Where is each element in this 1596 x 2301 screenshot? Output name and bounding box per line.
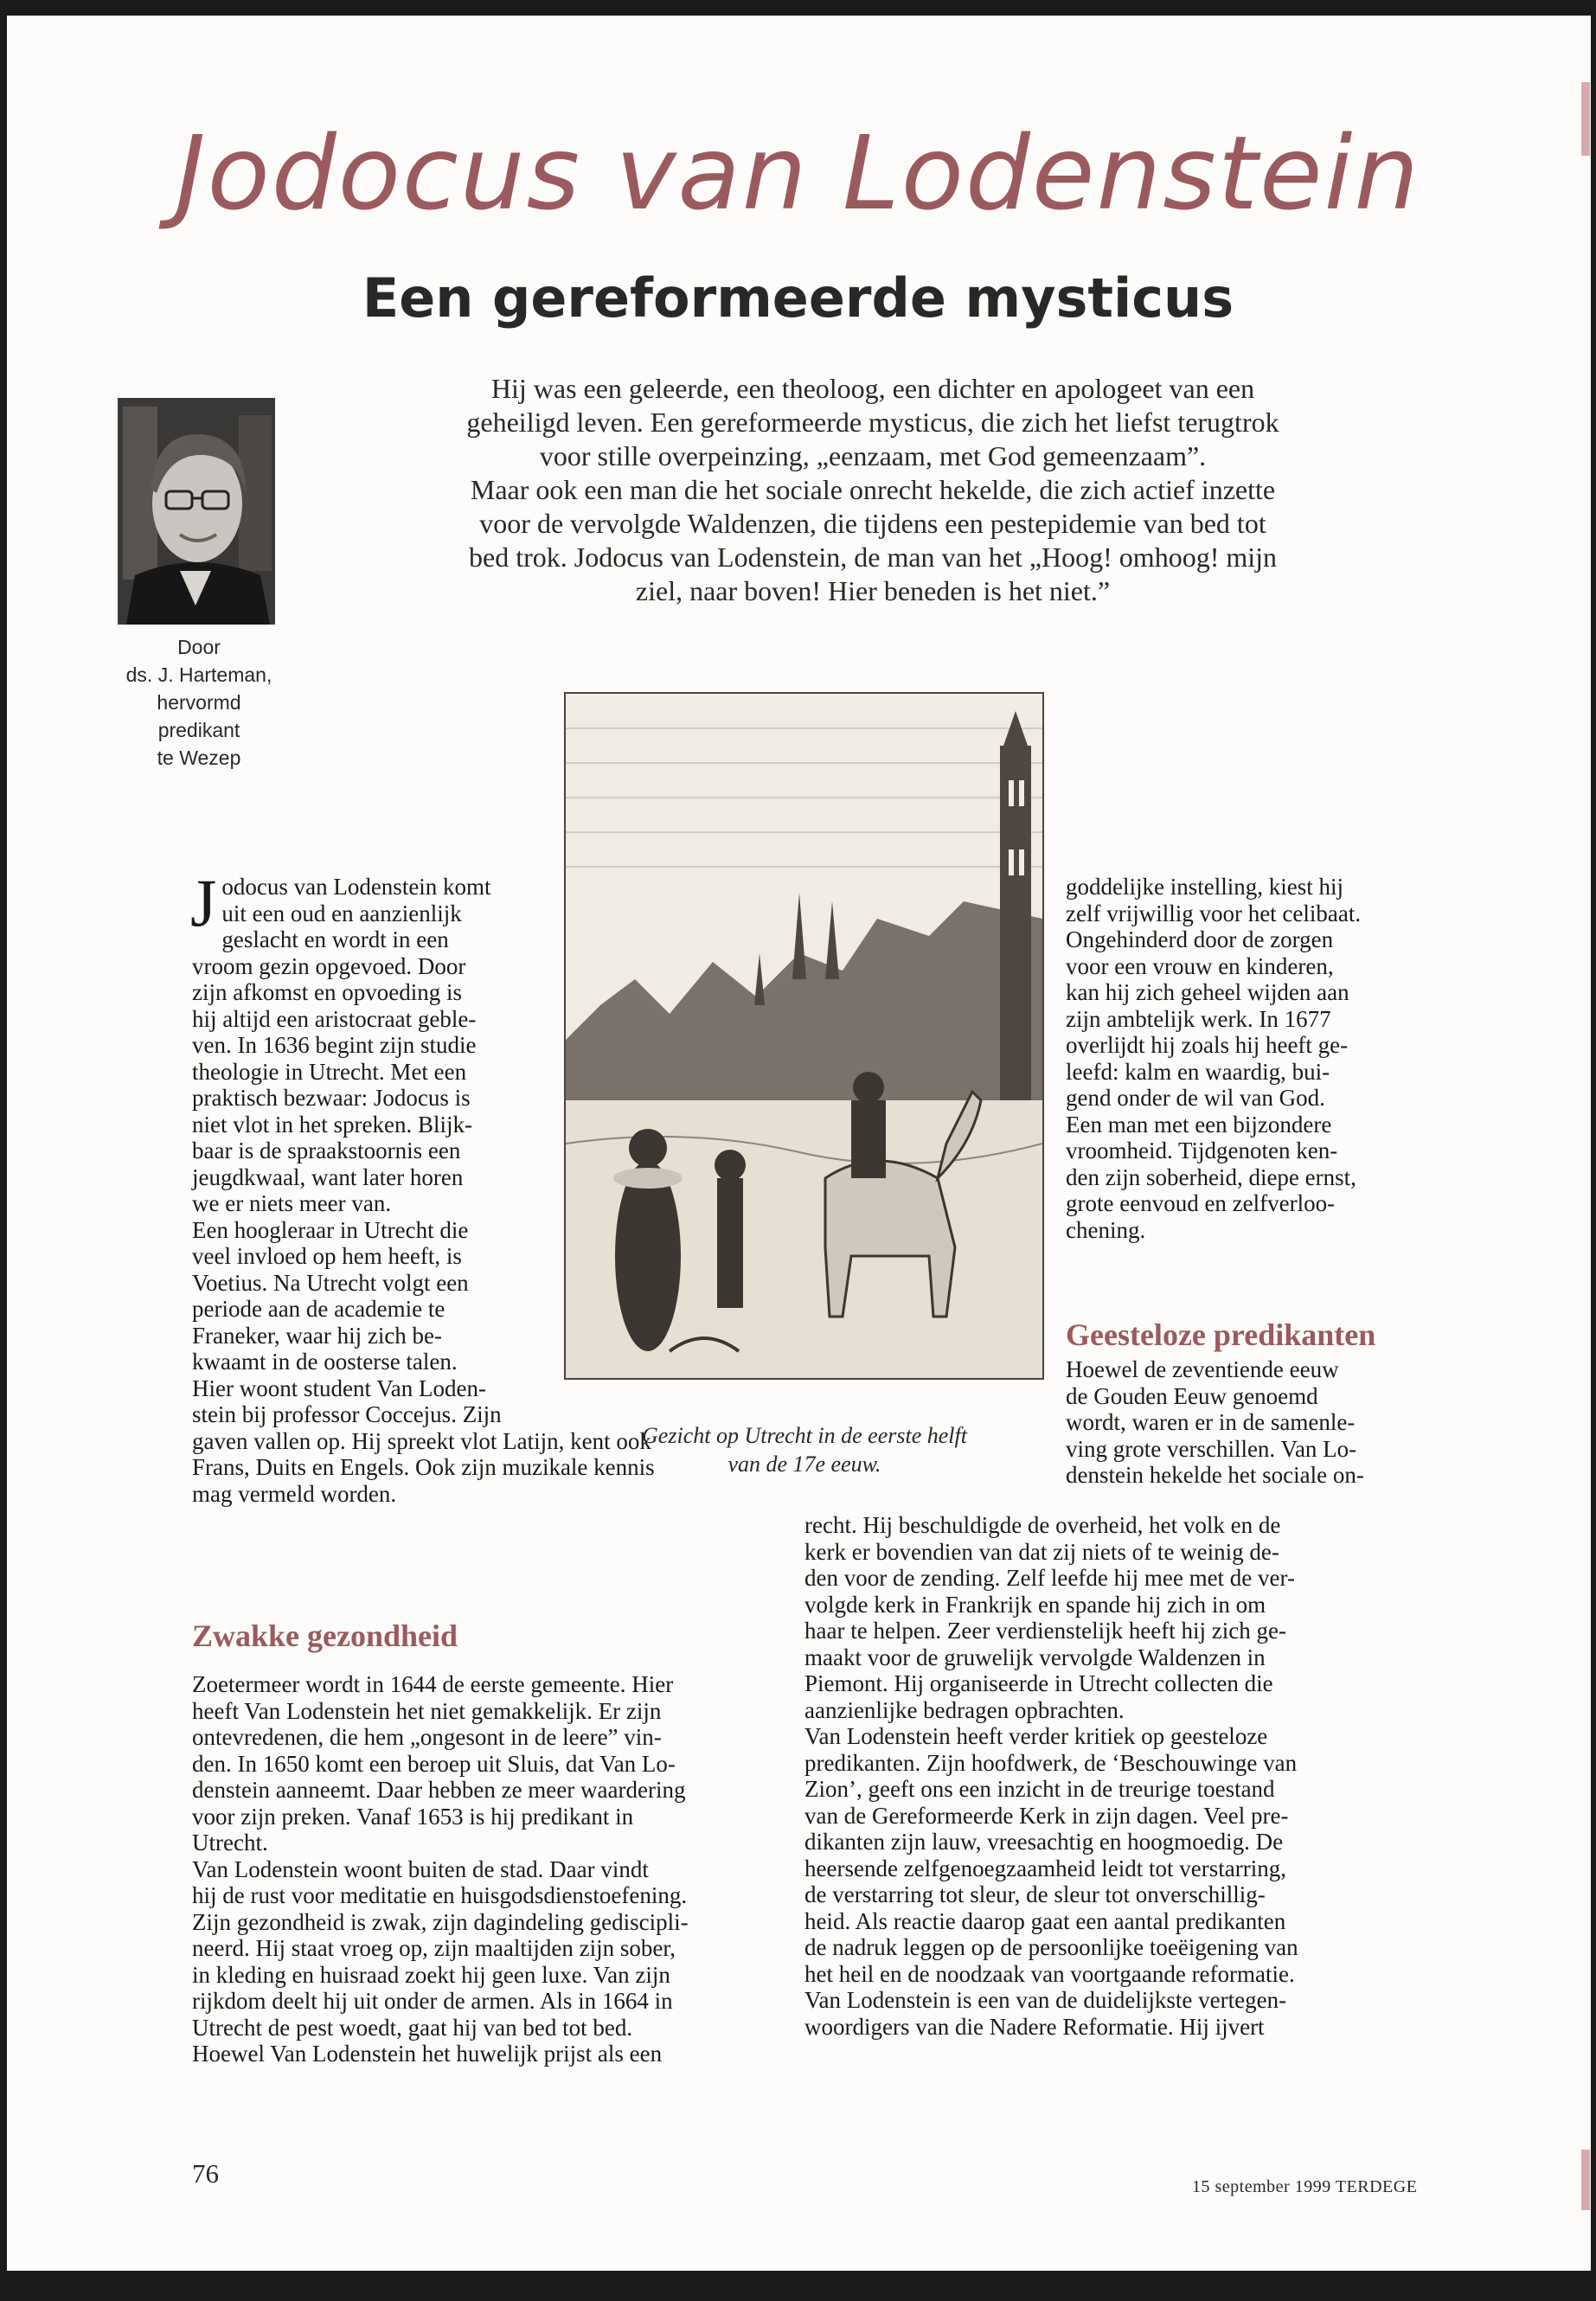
intro-line: Maar ook een man die het sociale onrecht hekelde, die zich actief inzette xyxy=(470,474,1276,505)
body-line: gend onder de wil van God. xyxy=(1066,1085,1325,1111)
body-line: veel invloed op hem heeft, is xyxy=(192,1243,462,1269)
intro-line: voor stille overpeinzing, „eenzaam, met God gemeenzaam”. xyxy=(539,440,1207,471)
author-portrait xyxy=(118,398,275,625)
body-line: recht. Hij beschuldigde de overheid, het volk en de xyxy=(804,1512,1281,1538)
body-line: niet vlot in het spreken. Blijk- xyxy=(192,1111,472,1138)
byline-line: Door xyxy=(177,636,221,658)
page-frame-left xyxy=(0,0,7,2301)
body-line: leefd: kalm en waardig, bui- xyxy=(1066,1058,1330,1085)
body-line: den voor de zending. Zelf leefde hij mee met de ver- xyxy=(804,1565,1295,1591)
body-line: ven. In 1636 begint zijn studie xyxy=(192,1032,477,1058)
body-column-right-top xyxy=(1066,874,1361,1243)
body-line: dikanten zijn lauw, vreesachtig en hoogmoedig. De xyxy=(804,1829,1284,1855)
body-line: aanzienlijke bedragen opbrachten. xyxy=(804,1696,1125,1723)
body-line: odocus van Lodenstein komt xyxy=(221,874,491,900)
body-line: uit een oud en aanzienlijk xyxy=(221,900,462,926)
body-line: van de Gereformeerde Kerk in zijn dagen. Veel pre- xyxy=(804,1802,1289,1829)
body-line: Ongehinderd door de zorgen xyxy=(1066,926,1334,952)
body-line: Zion’, geeft ons een inzicht in de treurige toestand xyxy=(804,1776,1275,1802)
body-line: denstein aanneemt. Daar hebben ze meer waardering xyxy=(192,1777,686,1803)
body-line: Van Lodenstein woont buiten de stad. Daar vindt xyxy=(192,1856,649,1882)
body-line: voor een vrouw en kinderen, xyxy=(1066,952,1334,979)
article-title: Jodocus van Lodenstein xyxy=(175,113,1421,233)
subheading-zwakke-gezondheid: Zwakke gezondheid xyxy=(192,1618,458,1653)
byline-line: ds. J. Harteman, xyxy=(125,663,272,686)
body-line: heid. Als reactie daarop gaat een aantal predikanten xyxy=(804,1907,1286,1934)
body-line: den zijn soberheid, diepe ernst, xyxy=(1066,1163,1356,1190)
body-line: voor zijn preken. Vanaf 1653 is hij predikant in xyxy=(192,1803,634,1830)
page-frame-right xyxy=(1591,0,1596,2301)
author-byline xyxy=(112,633,285,772)
drop-cap: J xyxy=(190,865,217,940)
byline-line: hervormd xyxy=(157,691,241,714)
subheading-block-1 xyxy=(192,1618,458,1654)
intro-line: ziel, naar boven! Hier beneden is het niet.” xyxy=(635,575,1111,606)
body-line: Piemont. Hij organiseerde in Utrecht collecten die xyxy=(804,1670,1273,1696)
intro-line: bed trok. Jodocus van Lodenstein, de man van het „Hoog! omhoog! mijn xyxy=(468,542,1278,573)
body-line: Van Lodenstein heeft verder kritiek op geesteloze xyxy=(804,1723,1268,1749)
body-line: baar is de spraakstoornis een xyxy=(192,1138,461,1163)
body-line: haar te helpen. Zeer verdienstelijk heeft hij zich ge- xyxy=(804,1618,1286,1644)
page-number: 76 xyxy=(192,2158,219,2189)
body-line: volgde kerk in Frankrijk en spande hij zich in om xyxy=(804,1591,1266,1618)
body-line: Utrecht de pest woedt, gaat hij van bed tot bed. xyxy=(192,2014,633,2041)
body-line: de nadruk leggen op de persoonlijke toeëigening van xyxy=(804,1934,1298,1960)
author-portrait-image xyxy=(118,398,275,625)
body-column-right-bottom xyxy=(804,1512,1298,2040)
intro-paragraph xyxy=(330,372,1415,608)
intro-line: voor de vervolgde Waldenzen, die tijdens een pestepidemie van bed tot xyxy=(479,508,1266,539)
body-line: goddelijke instelling, kiest hij xyxy=(1066,874,1343,900)
edge-color-tab-bottom xyxy=(1581,2150,1590,2210)
body-line: zijn afkomst en opvoeding is xyxy=(192,979,462,1005)
body-line: Een man met een bijzondere xyxy=(1066,1111,1332,1138)
body-line: jeugdkwaal, want later horen xyxy=(192,1163,464,1190)
subheading-block-2 xyxy=(1066,1317,1375,1489)
body-line: mag vermeld worden. xyxy=(192,1480,397,1507)
body-line: theologie in Utrecht. Met een xyxy=(192,1058,467,1085)
body-line: vroomheid. Tijdgenoten ken- xyxy=(1066,1138,1338,1163)
subheading-geesteloze-predikanten: Geesteloze predikanten xyxy=(1066,1317,1376,1352)
body-line: geslacht en wordt in een xyxy=(221,926,449,952)
body-line: Zijn gezondheid is zwak, zijn dagindeling gedisciplі- xyxy=(192,1908,689,1935)
page-frame-bottom xyxy=(0,2271,1596,2301)
body-line: Hoewel Van Lodenstein het huwelijk prijst als een xyxy=(192,2041,663,2067)
body-column-right-mid xyxy=(1066,1356,1375,1489)
body-line: overlijdt hij zoals hij heeft ge- xyxy=(1066,1032,1349,1058)
body-line: kwaamt in de oosterse talen. xyxy=(192,1349,458,1375)
body-line: Hoewel de zeventiende eeuw xyxy=(1066,1356,1339,1382)
body-line: ontevredenen, die hem „ongesont in de leere” vin- xyxy=(192,1724,662,1750)
caption-line: Gezicht op Utrecht in de eerste helft xyxy=(642,1423,967,1448)
body-line: de Gouden Eeuw genoemd xyxy=(1066,1382,1318,1409)
page-footer: 15 september 1999 TERDEGE xyxy=(1192,2177,1418,2196)
body-line: denstein hekelde het sociale on- xyxy=(1066,1462,1364,1488)
body-line: grote eenvoud en zelfverloo- xyxy=(1066,1190,1336,1216)
body-line: Hier woont student Van Loden- xyxy=(192,1375,486,1401)
body-line: in kleding en huisraad zoekt hij geen luxe. Van zijn xyxy=(192,1961,670,1988)
body-line: hij altijd een aristocraat geble- xyxy=(192,1005,477,1032)
byline-line: te Wezep xyxy=(157,747,241,769)
body-line: zelf vrijwillig voor het celibaat. xyxy=(1066,900,1362,926)
body-column-left-bottom xyxy=(192,1671,689,2067)
body-column-left-top xyxy=(190,865,655,1507)
body-line: neerd. Hij staat vroeg op, zijn maaltijden zijn sober, xyxy=(192,1935,676,1961)
body-line: Een hoogleraar in Utrecht die xyxy=(192,1216,469,1243)
body-line: periode aan de academie te xyxy=(192,1296,445,1322)
body-line: vroom gezin opgevoed. Door xyxy=(192,952,466,979)
intro-line: geheiligd leven. Een gereformeerde mysticus, die zich het liefst terugtrok xyxy=(466,407,1279,438)
body-line: Van Lodenstein is een van de duidelijkste vertegen- xyxy=(804,1987,1287,2013)
body-line: predikanten. Zijn hoofdwerk, de ‘Beschouwinge van xyxy=(804,1749,1298,1776)
byline-line: predikant xyxy=(157,719,240,741)
body-line: de verstarring tot sleur, de sleur tot onverschillig- xyxy=(804,1881,1266,1907)
article-subtitle: Een gereformeerde mysticus xyxy=(362,266,1234,330)
intro-line: Hij was een geleerde, een theoloog, een dichter en apologeet van een xyxy=(490,373,1255,404)
body-line: Utrecht. xyxy=(192,1830,268,1856)
body-line: woordigers van die Nadere Reformatie. Hij ijvert xyxy=(804,2013,1265,2040)
body-line: zijn ambtelijk werk. In 1677 xyxy=(1066,1005,1331,1032)
body-line: Zoetermeer wordt in 1644 de eerste gemeente. Hier xyxy=(192,1671,674,1697)
page-frame-top xyxy=(0,0,1596,16)
body-line: heersende zelfgenoegzaamheid leidt tot verstarring, xyxy=(804,1855,1286,1881)
body-line: ving grote verschillen. Van Lo- xyxy=(1066,1435,1357,1462)
body-line: Frans, Duits en Engels. Ook zijn muzikale kennis xyxy=(192,1454,655,1480)
body-line: rijkdom deelt hij uit onder de armen. Als in 1664 in xyxy=(192,1988,673,2014)
body-line: chening. xyxy=(1066,1216,1146,1243)
caption-line: van de 17e eeuw. xyxy=(727,1452,881,1477)
body-line: wordt, waren er in de samenle- xyxy=(1066,1409,1356,1435)
body-line: we er niets meer van. xyxy=(192,1190,392,1216)
body-line: Voetius. Na Utrecht volgt een xyxy=(192,1269,469,1296)
body-line: den. In 1650 komt een beroep uit Sluis, dat Van Lo- xyxy=(192,1750,676,1777)
body-line: Franeker, waar hij zich be- xyxy=(192,1322,443,1349)
body-line: gaven vallen op. Hij spreekt vlot Latijn, kent ook xyxy=(192,1427,651,1454)
body-line: praktisch bezwaar: Jodocus is xyxy=(192,1085,471,1111)
body-line: hij de rust voor meditatie en huisgodsdienstoefening. xyxy=(192,1882,688,1908)
body-line: het heil en de noodzaak van voortgaande reformatie. xyxy=(804,1960,1295,1987)
body-line: stein bij professor Coccejus. Zijn xyxy=(192,1401,502,1427)
body-line: kerk er bovendien van dat zij niets of te weinig de- xyxy=(804,1538,1279,1565)
body-line: kan hij zich geheel wijden aan xyxy=(1066,979,1349,1005)
body-line: heeft Van Lodenstein het niet gemakkelijk. Er zijn xyxy=(192,1697,662,1724)
body-line: maakt voor de gruwelijk vervolgde Waldenzen in xyxy=(804,1644,1266,1670)
